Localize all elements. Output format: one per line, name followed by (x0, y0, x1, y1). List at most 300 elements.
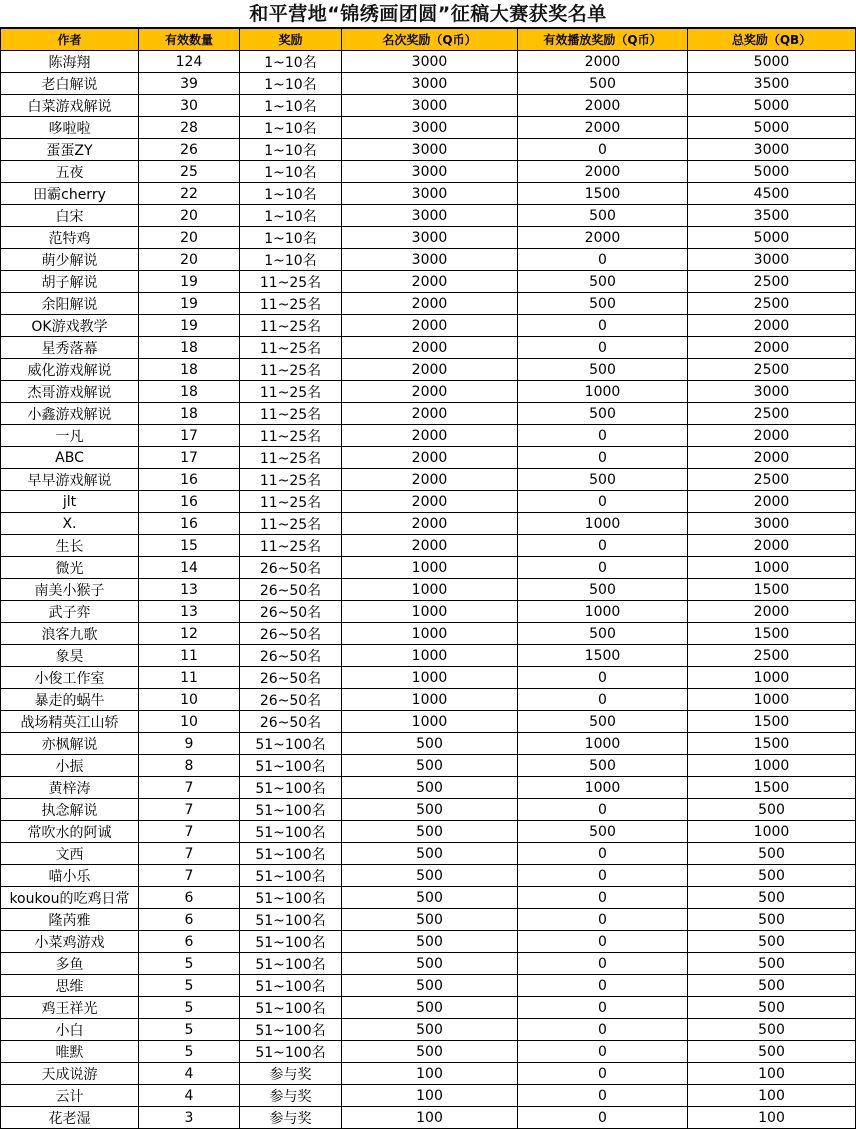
total-reward-cell: 2500 (688, 359, 856, 381)
play-reward-cell: 0 (518, 337, 688, 359)
award-cell: 51~100名 (240, 777, 342, 799)
award-cell: 51~100名 (240, 997, 342, 1019)
rank-reward-cell: 3000 (342, 139, 518, 161)
table-row (1, 469, 856, 491)
play-reward-cell: 500 (518, 469, 688, 491)
award-cell: 26~50名 (240, 623, 342, 645)
total-reward-cell: 3000 (688, 513, 856, 535)
play-reward-cell: 0 (518, 1019, 688, 1041)
rank-reward-cell: 2000 (342, 469, 518, 491)
table-row (1, 843, 856, 865)
rank-reward-cell: 500 (342, 997, 518, 1019)
author-cell: 白菜游戏解说 (1, 95, 139, 117)
play-reward-cell: 0 (518, 447, 688, 469)
table-row (1, 689, 856, 711)
play-reward-cell: 2000 (518, 117, 688, 139)
play-reward-cell: 0 (518, 315, 688, 337)
total-reward-cell: 500 (688, 865, 856, 887)
play-reward-cell: 0 (518, 931, 688, 953)
rank-reward-cell: 500 (342, 777, 518, 799)
total-reward-cell: 500 (688, 887, 856, 909)
play-reward-cell: 500 (518, 821, 688, 843)
total-reward-cell: 500 (688, 953, 856, 975)
play-reward-cell: 0 (518, 1107, 688, 1129)
valid-count-cell: 7 (139, 843, 240, 865)
play-reward-cell: 0 (518, 997, 688, 1019)
table-row (1, 579, 856, 601)
play-reward-cell: 500 (518, 755, 688, 777)
valid-count-cell: 19 (139, 315, 240, 337)
valid-count-cell: 124 (139, 51, 240, 73)
rank-reward-cell: 3000 (342, 227, 518, 249)
play-reward-cell: 1000 (518, 601, 688, 623)
play-reward-cell: 0 (518, 557, 688, 579)
author-cell: 鸡王祥光 (1, 997, 139, 1019)
total-reward-cell: 500 (688, 909, 856, 931)
table-row (1, 315, 856, 337)
total-reward-cell: 2000 (688, 491, 856, 513)
rank-reward-cell: 100 (342, 1085, 518, 1107)
author-cell: 隆芮雅 (1, 909, 139, 931)
valid-count-cell: 9 (139, 733, 240, 755)
table-row (1, 601, 856, 623)
total-reward-cell: 5000 (688, 51, 856, 73)
rank-reward-cell: 1000 (342, 557, 518, 579)
table-row (1, 975, 856, 997)
author-cell: 生长 (1, 535, 139, 557)
table-row (1, 1041, 856, 1063)
award-cell: 26~50名 (240, 579, 342, 601)
rank-reward-cell: 500 (342, 865, 518, 887)
award-cell: 11~25名 (240, 513, 342, 535)
play-reward-cell: 0 (518, 491, 688, 513)
play-reward-cell: 500 (518, 205, 688, 227)
valid-count-cell: 18 (139, 337, 240, 359)
valid-count-cell: 4 (139, 1085, 240, 1107)
valid-count-cell: 19 (139, 271, 240, 293)
author-cell: koukou的吃鸡日常 (1, 887, 139, 909)
rank-reward-cell: 500 (342, 953, 518, 975)
total-reward-cell: 1000 (688, 821, 856, 843)
table-row (1, 1085, 856, 1107)
award-cell: 1~10名 (240, 73, 342, 95)
rank-reward-cell: 3000 (342, 51, 518, 73)
play-reward-cell: 0 (518, 667, 688, 689)
rank-reward-cell: 1000 (342, 645, 518, 667)
play-reward-cell: 0 (518, 865, 688, 887)
table-row (1, 865, 856, 887)
rank-reward-cell: 500 (342, 799, 518, 821)
play-reward-cell: 2000 (518, 227, 688, 249)
play-reward-cell: 0 (518, 909, 688, 931)
play-reward-cell: 1000 (518, 777, 688, 799)
total-reward-cell: 2000 (688, 425, 856, 447)
award-cell: 11~25名 (240, 315, 342, 337)
rank-reward-cell: 2000 (342, 315, 518, 337)
total-reward-cell: 2500 (688, 469, 856, 491)
author-cell: 象昊 (1, 645, 139, 667)
col-header-author: 作者 (1, 29, 139, 51)
total-reward-cell: 500 (688, 799, 856, 821)
valid-count-cell: 20 (139, 205, 240, 227)
rank-reward-cell: 500 (342, 843, 518, 865)
valid-count-cell: 3 (139, 1107, 240, 1129)
valid-count-cell: 25 (139, 161, 240, 183)
total-reward-cell: 2000 (688, 337, 856, 359)
award-cell: 26~50名 (240, 711, 342, 733)
total-reward-cell: 2000 (688, 535, 856, 557)
valid-count-cell: 16 (139, 491, 240, 513)
award-cell: 1~10名 (240, 227, 342, 249)
table-row (1, 359, 856, 381)
author-cell: 哆啦啦 (1, 117, 139, 139)
rank-reward-cell: 500 (342, 975, 518, 997)
valid-count-cell: 19 (139, 293, 240, 315)
author-cell: 蛋蛋ZY (1, 139, 139, 161)
author-cell: 云计 (1, 1085, 139, 1107)
total-reward-cell: 1000 (688, 755, 856, 777)
rank-reward-cell: 2000 (342, 271, 518, 293)
rank-reward-cell: 500 (342, 1019, 518, 1041)
total-reward-cell: 3500 (688, 205, 856, 227)
table-row (1, 953, 856, 975)
valid-count-cell: 7 (139, 799, 240, 821)
play-reward-cell: 2000 (518, 95, 688, 117)
author-cell: 浪客九歌 (1, 623, 139, 645)
play-reward-cell: 0 (518, 1063, 688, 1085)
rank-reward-cell: 1000 (342, 623, 518, 645)
valid-count-cell: 17 (139, 447, 240, 469)
play-reward-cell: 1000 (518, 733, 688, 755)
rank-reward-cell: 500 (342, 755, 518, 777)
valid-count-cell: 4 (139, 1063, 240, 1085)
award-cell: 11~25名 (240, 271, 342, 293)
valid-count-cell: 7 (139, 865, 240, 887)
award-cell: 26~50名 (240, 645, 342, 667)
total-reward-cell: 500 (688, 975, 856, 997)
valid-count-cell: 26 (139, 139, 240, 161)
play-reward-cell: 500 (518, 293, 688, 315)
valid-count-cell: 10 (139, 689, 240, 711)
table-row (1, 711, 856, 733)
total-reward-cell: 4500 (688, 183, 856, 205)
author-cell: 星秀落幕 (1, 337, 139, 359)
rank-reward-cell: 3000 (342, 117, 518, 139)
total-reward-cell: 5000 (688, 227, 856, 249)
total-reward-cell: 1500 (688, 733, 856, 755)
rank-reward-cell: 3000 (342, 205, 518, 227)
table-row (1, 73, 856, 95)
table-row (1, 227, 856, 249)
table-row (1, 403, 856, 425)
page-title: 和平营地“锦绣画团圆”征稿大赛获奖名单 (0, 0, 856, 28)
table-row (1, 161, 856, 183)
table-row (1, 535, 856, 557)
total-reward-cell: 500 (688, 1019, 856, 1041)
author-cell: 常吹水的阿诚 (1, 821, 139, 843)
award-cell: 11~25名 (240, 403, 342, 425)
play-reward-cell: 500 (518, 711, 688, 733)
award-cell: 51~100名 (240, 1019, 342, 1041)
table-row (1, 557, 856, 579)
rank-reward-cell: 1000 (342, 689, 518, 711)
award-cell: 11~25名 (240, 425, 342, 447)
rank-reward-cell: 1000 (342, 667, 518, 689)
rank-reward-cell: 3000 (342, 73, 518, 95)
table-row (1, 997, 856, 1019)
valid-count-cell: 6 (139, 931, 240, 953)
total-reward-cell: 500 (688, 997, 856, 1019)
valid-count-cell: 13 (139, 601, 240, 623)
valid-count-cell: 5 (139, 953, 240, 975)
table-row (1, 51, 856, 73)
award-cell: 1~10名 (240, 95, 342, 117)
rank-reward-cell: 500 (342, 931, 518, 953)
author-cell: ABC (1, 447, 139, 469)
total-reward-cell: 2000 (688, 315, 856, 337)
author-cell: jlt (1, 491, 139, 513)
play-reward-cell: 500 (518, 623, 688, 645)
rank-reward-cell: 2000 (342, 381, 518, 403)
valid-count-cell: 11 (139, 645, 240, 667)
award-cell: 参与奖 (240, 1085, 342, 1107)
rank-reward-cell: 2000 (342, 535, 518, 557)
total-reward-cell: 3000 (688, 249, 856, 271)
rank-reward-cell: 2000 (342, 447, 518, 469)
play-reward-cell: 1500 (518, 183, 688, 205)
author-cell: 执念解说 (1, 799, 139, 821)
award-cell: 51~100名 (240, 843, 342, 865)
table-row (1, 821, 856, 843)
play-reward-cell: 1000 (518, 381, 688, 403)
valid-count-cell: 39 (139, 73, 240, 95)
play-reward-cell: 0 (518, 535, 688, 557)
play-reward-cell: 0 (518, 249, 688, 271)
award-cell: 51~100名 (240, 755, 342, 777)
play-reward-cell: 0 (518, 689, 688, 711)
rank-reward-cell: 500 (342, 733, 518, 755)
valid-count-cell: 10 (139, 711, 240, 733)
valid-count-cell: 12 (139, 623, 240, 645)
rank-reward-cell: 2000 (342, 337, 518, 359)
total-reward-cell: 1000 (688, 557, 856, 579)
rank-reward-cell: 1000 (342, 579, 518, 601)
total-reward-cell: 2000 (688, 601, 856, 623)
valid-count-cell: 6 (139, 887, 240, 909)
award-cell: 26~50名 (240, 557, 342, 579)
award-cell: 51~100名 (240, 865, 342, 887)
author-cell: OK游戏教学 (1, 315, 139, 337)
table-row (1, 645, 856, 667)
award-cell: 1~10名 (240, 183, 342, 205)
table-row (1, 909, 856, 931)
award-cell: 11~25名 (240, 491, 342, 513)
play-reward-cell: 0 (518, 425, 688, 447)
award-table (0, 28, 856, 1129)
rank-reward-cell: 100 (342, 1107, 518, 1129)
author-cell: 思维 (1, 975, 139, 997)
total-reward-cell: 1000 (688, 689, 856, 711)
col-header-valid-count: 有效数量 (139, 29, 240, 51)
play-reward-cell: 500 (518, 403, 688, 425)
total-reward-cell: 3000 (688, 139, 856, 161)
rank-reward-cell: 500 (342, 909, 518, 931)
table-row (1, 249, 856, 271)
author-cell: 文西 (1, 843, 139, 865)
valid-count-cell: 18 (139, 403, 240, 425)
table-row (1, 667, 856, 689)
author-cell: 暴走的蜗牛 (1, 689, 139, 711)
play-reward-cell: 0 (518, 1041, 688, 1063)
play-reward-cell: 500 (518, 579, 688, 601)
author-cell: 小白 (1, 1019, 139, 1041)
total-reward-cell: 1500 (688, 711, 856, 733)
valid-count-cell: 18 (139, 359, 240, 381)
award-cell: 11~25名 (240, 447, 342, 469)
total-reward-cell: 2500 (688, 271, 856, 293)
author-cell: 杰哥游戏解说 (1, 381, 139, 403)
table-row (1, 293, 856, 315)
valid-count-cell: 18 (139, 381, 240, 403)
play-reward-cell: 0 (518, 887, 688, 909)
play-reward-cell: 0 (518, 139, 688, 161)
table-row (1, 139, 856, 161)
award-cell: 51~100名 (240, 799, 342, 821)
author-cell: 喵小乐 (1, 865, 139, 887)
play-reward-cell: 1500 (518, 645, 688, 667)
author-cell: 唯默 (1, 1041, 139, 1063)
table-row (1, 513, 856, 535)
table-row (1, 491, 856, 513)
author-cell: 多鱼 (1, 953, 139, 975)
total-reward-cell: 2000 (688, 447, 856, 469)
author-cell: 威化游戏解说 (1, 359, 139, 381)
table-row (1, 381, 856, 403)
author-cell: 白宋 (1, 205, 139, 227)
total-reward-cell: 1000 (688, 667, 856, 689)
total-reward-cell: 1500 (688, 623, 856, 645)
rank-reward-cell: 3000 (342, 183, 518, 205)
author-cell: 范特鸡 (1, 227, 139, 249)
award-cell: 51~100名 (240, 909, 342, 931)
valid-count-cell: 11 (139, 667, 240, 689)
rank-reward-cell: 1000 (342, 711, 518, 733)
author-cell: 战场精英江山轿 (1, 711, 139, 733)
author-cell: 萌少解说 (1, 249, 139, 271)
rank-reward-cell: 3000 (342, 95, 518, 117)
rank-reward-cell: 500 (342, 1041, 518, 1063)
total-reward-cell: 100 (688, 1107, 856, 1129)
valid-count-cell: 15 (139, 535, 240, 557)
valid-count-cell: 30 (139, 95, 240, 117)
award-cell: 51~100名 (240, 821, 342, 843)
valid-count-cell: 17 (139, 425, 240, 447)
table-row (1, 271, 856, 293)
valid-count-cell: 5 (139, 997, 240, 1019)
col-header-award: 奖励 (240, 29, 342, 51)
table-row (1, 337, 856, 359)
valid-count-cell: 16 (139, 469, 240, 491)
table-row (1, 1063, 856, 1085)
award-cell: 51~100名 (240, 953, 342, 975)
author-cell: 田霸cherry (1, 183, 139, 205)
table-row (1, 447, 856, 469)
valid-count-cell: 20 (139, 227, 240, 249)
total-reward-cell: 2500 (688, 293, 856, 315)
valid-count-cell: 6 (139, 909, 240, 931)
rank-reward-cell: 2000 (342, 425, 518, 447)
award-cell: 51~100名 (240, 1041, 342, 1063)
table-row (1, 1107, 856, 1129)
author-cell: 早早游戏解说 (1, 469, 139, 491)
award-cell: 1~10名 (240, 161, 342, 183)
valid-count-cell: 28 (139, 117, 240, 139)
total-reward-cell: 500 (688, 843, 856, 865)
rank-reward-cell: 2000 (342, 403, 518, 425)
award-cell: 51~100名 (240, 733, 342, 755)
table-row (1, 183, 856, 205)
valid-count-cell: 14 (139, 557, 240, 579)
valid-count-cell: 8 (139, 755, 240, 777)
author-cell: 胡子解说 (1, 271, 139, 293)
total-reward-cell: 5000 (688, 95, 856, 117)
award-cell: 26~50名 (240, 689, 342, 711)
rank-reward-cell: 500 (342, 821, 518, 843)
table-row (1, 95, 856, 117)
rank-reward-cell: 1000 (342, 601, 518, 623)
play-reward-cell: 0 (518, 975, 688, 997)
author-cell: 小鑫游戏解说 (1, 403, 139, 425)
table-row (1, 733, 856, 755)
play-reward-cell: 500 (518, 359, 688, 381)
award-cell: 11~25名 (240, 469, 342, 491)
play-reward-cell: 0 (518, 799, 688, 821)
table-row (1, 117, 856, 139)
play-reward-cell: 500 (518, 73, 688, 95)
total-reward-cell: 500 (688, 1041, 856, 1063)
rank-reward-cell: 100 (342, 1063, 518, 1085)
table-row (1, 623, 856, 645)
author-cell: 余阳解说 (1, 293, 139, 315)
award-cell: 1~10名 (240, 139, 342, 161)
author-cell: 武子弈 (1, 601, 139, 623)
play-reward-cell: 2000 (518, 161, 688, 183)
award-cell: 参与奖 (240, 1063, 342, 1085)
award-cell: 51~100名 (240, 931, 342, 953)
award-cell: 26~50名 (240, 601, 342, 623)
award-cell: 11~25名 (240, 535, 342, 557)
total-reward-cell: 2500 (688, 645, 856, 667)
table-row (1, 425, 856, 447)
valid-count-cell: 22 (139, 183, 240, 205)
author-cell: 一凡 (1, 425, 139, 447)
total-reward-cell: 1500 (688, 777, 856, 799)
valid-count-cell: 5 (139, 1041, 240, 1063)
award-cell: 51~100名 (240, 887, 342, 909)
author-cell: 花老湿 (1, 1107, 139, 1129)
author-cell: 陈海翔 (1, 51, 139, 73)
play-reward-cell: 2000 (518, 51, 688, 73)
play-reward-cell: 1000 (518, 513, 688, 535)
author-cell: 小菜鸡游戏 (1, 931, 139, 953)
total-reward-cell: 500 (688, 931, 856, 953)
award-cell: 11~25名 (240, 337, 342, 359)
rank-reward-cell: 2000 (342, 293, 518, 315)
rank-reward-cell: 3000 (342, 249, 518, 271)
author-cell: 老白解说 (1, 73, 139, 95)
total-reward-cell: 3000 (688, 381, 856, 403)
valid-count-cell: 20 (139, 249, 240, 271)
